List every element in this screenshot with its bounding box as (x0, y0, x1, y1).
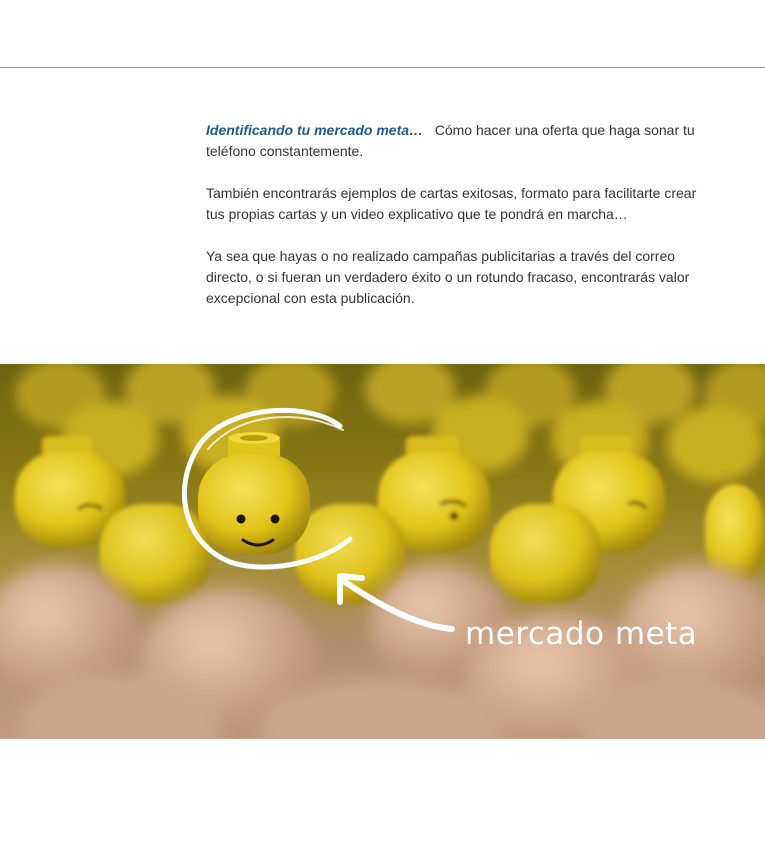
intro-lead: Identificando tu mercado meta… (206, 122, 424, 138)
paragraph-examples: También encontrarás ejemplos de cartas exitosas, formato para facilitarte crear tus propias cartas y un video explicativo que te pondrá en marcha… (206, 185, 697, 222)
photo-illustration (0, 364, 765, 739)
intro-paragraph (206, 120, 706, 162)
top-divider (0, 67, 765, 68)
intro-rest: Cómo hacer una oferta que haga sonar tu teléfono constantemente. (206, 122, 695, 159)
photo-caption: mercado meta (465, 616, 698, 652)
body-text (206, 120, 706, 330)
paragraph-value: Ya sea que hayas o no realizado campañas publicitarias a través del correo directo, o si fueran un verdadero éxito o un rotundo fracaso, encontrarás valor excepcional con esta publicación. (206, 248, 690, 306)
lego-heads-photo (0, 364, 765, 739)
